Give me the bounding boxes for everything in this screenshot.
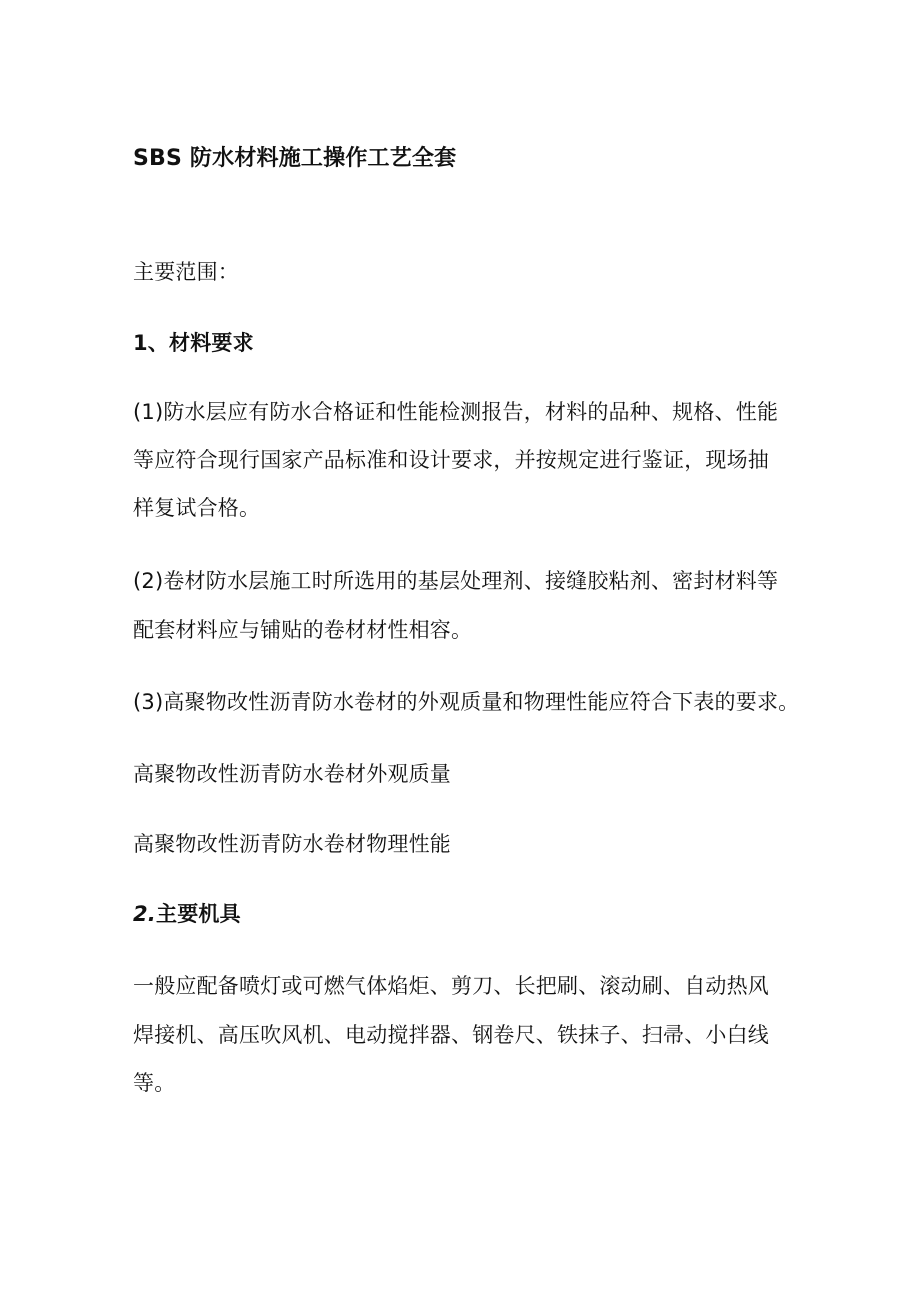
paragraph-line: 配套材料应与铺贴的卷材材性相容。 [133, 618, 473, 642]
paragraph-line: (1)防水层应有防水合格证和性能检测报告，材料的品种、规格、性能 [133, 400, 779, 424]
section-2-number: 2. [133, 902, 156, 926]
paragraph-line: 等应符合现行国家产品标准和设计要求，并按规定进行鉴证，现场抽 [133, 448, 769, 472]
paragraph-line: (3)高聚物改性沥青防水卷材的外观质量和物理性能应符合下表的要求。 [133, 690, 800, 714]
document-title: SBS 防水材料施工操作工艺全套 [133, 146, 457, 171]
paragraph-line: 样复试合格。 [133, 496, 261, 520]
table-caption: 高聚物改性沥青防水卷材物理性能 [133, 832, 451, 856]
section-1-heading: 1、材料要求 [133, 331, 254, 355]
paragraph-line: 焊接机、高压吹风机、电动搅拌器、钢卷尺、铁抹子、扫帚、小白线 [133, 1023, 769, 1047]
scope-label: 主要范围： [133, 260, 239, 284]
paragraph-line: 等。 [133, 1071, 176, 1095]
section-2-heading [133, 900, 241, 928]
paragraph-line: 一般应配备喷灯或可燃气体焰炬、剪刀、长把刷、滚动刷、自动热风 [133, 974, 769, 998]
paragraph-line: (2)卷材防水层施工时所选用的基层处理剂、接缝胶粘剂、密封材料等 [133, 569, 779, 593]
table-caption: 高聚物改性沥青防水卷材外观质量 [133, 762, 451, 786]
section-2-title: 主要机具 [156, 902, 241, 926]
